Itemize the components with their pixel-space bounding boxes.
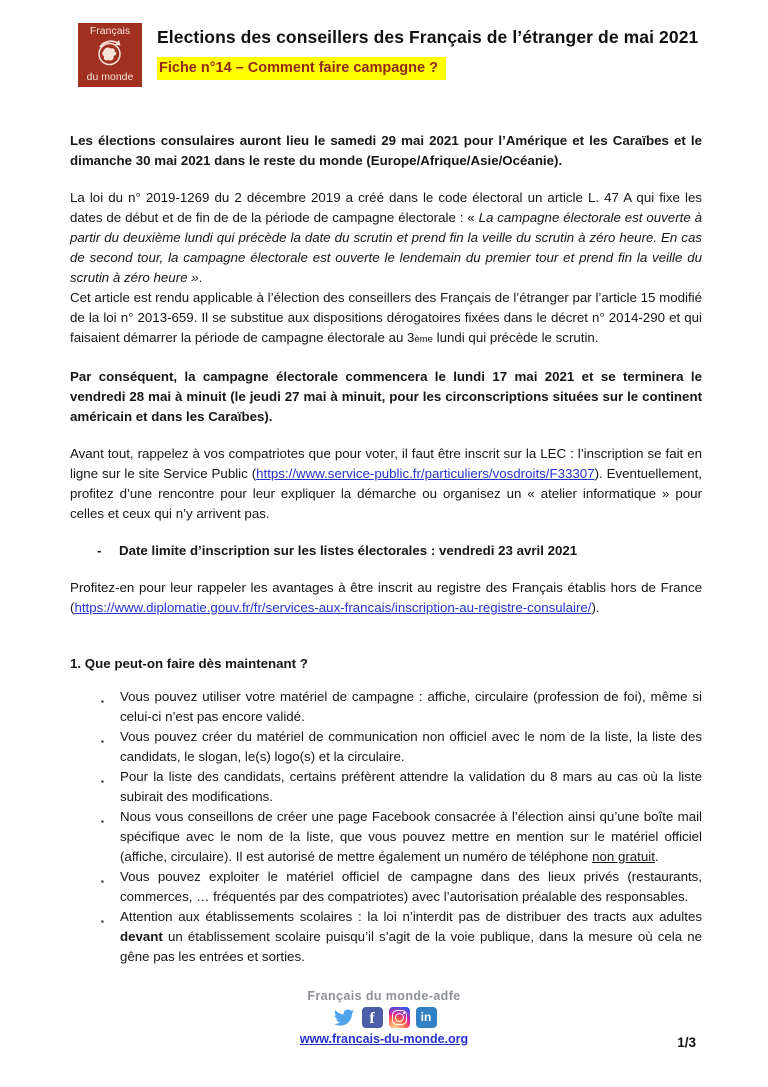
list-item-text	[120, 867, 702, 907]
bullet-marker: -	[97, 543, 102, 558]
instagram-lens	[395, 1013, 404, 1022]
text-segment: devant	[120, 929, 163, 944]
intro-paragraph	[70, 131, 702, 171]
document-body	[70, 131, 702, 984]
text-segment: ).	[591, 600, 600, 615]
document-title: Elections des conseillers des Français de l’étranger de mai 2021	[157, 27, 699, 47]
bullet-marker: ▪	[101, 917, 104, 926]
list-item-text	[120, 807, 702, 867]
list-item-text	[120, 767, 702, 807]
instagram-dot	[403, 1012, 405, 1014]
text-segment: ). Eventuellement, profitez d’une rencontre pour leur expliquer la démarche ou organisez un « atelier informatique » pour celles et ceux qui n’y arrivent pas.	[70, 466, 702, 521]
text-segment: Pour la liste des candidats, certains préfèrent attendre la validation du 8 mars au cas où la liste subirait des modifications.	[120, 769, 702, 804]
text-segment: Profitez-en pour leur rappeler les avantages à être inscrit au registre des Français établis hors de France (	[70, 580, 702, 615]
page-number: 1/3	[677, 1035, 696, 1050]
campaign-tips-list	[70, 687, 702, 967]
bullet-marker: ▪	[101, 817, 104, 826]
bullet-marker: ▪	[101, 877, 104, 886]
section-heading	[70, 654, 702, 674]
list-item-text	[120, 907, 702, 967]
list-item	[70, 687, 702, 727]
text-segment: Avant tout, rappelez à vos compatriotes que pour voter, il faut être inscrit sur la LEC : l’inscription se fait en ligne sur le site Service Public (	[70, 446, 702, 481]
law-paragraph	[70, 188, 702, 350]
header-text	[157, 23, 698, 87]
text-segment: Vous pouvez créer du matériel de communication non officiel avec le nom de la liste, la liste des candidats, le slogan, le(s) logo(s) et la circulaire.	[120, 729, 702, 764]
list-item	[70, 541, 702, 561]
list-item	[70, 727, 702, 767]
deadline-item	[70, 541, 702, 561]
website-link[interactable]: www.francais-du-monde.org	[299, 1032, 469, 1046]
list-item	[70, 807, 702, 867]
bullet-marker: ▪	[101, 777, 104, 786]
text-segment: Cet article est rendu applicable à l’élection des conseillers des Français de l’étranger par l’article 15 modifié de la loi n° 2013-659. Il se substitue aux dispositions dérogatoires fixées dans le décret n° 2014-290 et qui faisaient démarrer la période de campagne électorale au 3	[70, 290, 702, 345]
list-item-text	[120, 687, 702, 727]
footer-organization-label: Français du monde-adfe	[307, 989, 461, 1003]
list-item	[70, 867, 702, 907]
hyperlink[interactable]: https://www.service-public.fr/particuliers/vosdroits/F33307	[256, 466, 595, 481]
document-footer	[0, 989, 768, 1046]
logo-text-top: Français	[89, 25, 131, 37]
registre-paragraph	[70, 578, 702, 618]
twitter-icon[interactable]	[332, 1007, 356, 1028]
text-segment: .	[654, 849, 659, 864]
globe-icon	[94, 37, 126, 72]
list-item-text	[120, 727, 702, 767]
text-segment: Date limite d’inscription sur les listes électorales : vendredi 23 avril 2021	[119, 543, 578, 558]
lec-inscription-paragraph	[70, 444, 702, 524]
text-segment: Vous pouvez exploiter le matériel officiel de campagne dans des lieux privés (restaurants, commerces, … fréquentés par des compatriotes) avec l’autorisation préalable des responsables.	[120, 869, 702, 904]
list-item	[70, 767, 702, 807]
text-segment: 1. Que peut-on faire dès maintenant ?	[70, 656, 308, 671]
text-segment: Vous pouvez utiliser votre matériel de campagne : affiche, circulaire (profession de foi), même si celui-ci n’est pas encore validé.	[120, 689, 702, 724]
text-segment: .	[198, 270, 203, 285]
linkedin-icon[interactable]	[416, 1007, 437, 1028]
logo-text-bottom: du monde	[86, 71, 134, 83]
list-item-text	[119, 541, 702, 561]
facebook-icon[interactable]	[362, 1007, 383, 1028]
hyperlink[interactable]: https://www.diplomatie.gouv.fr/fr/services-aux-francais/inscription-au-registre-consulaire/	[74, 600, 592, 615]
text-segment: Nous vous conseillons de créer une page Facebook consacrée à l’élection ainsi qu’une boîte mail spécifique avec le nom de la liste, que vous pouvez mettre en mention sur le matériel officiel (affiche, circulaire). Il est autorisé de mettre également un numéro de téléphone	[120, 809, 702, 864]
text-segment: un établissement scolaire puisqu’il s’agit de la voie publique, dans la mesure où cela ne gêne pas les entrées et sorties.	[120, 929, 702, 964]
list-item	[70, 907, 702, 967]
bullet-marker: ▪	[101, 737, 104, 746]
francais-du-monde-logo	[78, 23, 142, 87]
text-segment: La campagne électorale est ouverte à partir du deuxième lundi qui précède la date du scrutin et prend fin la veille du scrutin à zéro heure. En cas de second tour, la campagne électorale est ouverte le lendemain du premier tour et prend fin la veille du scrutin à zéro heure »	[70, 210, 702, 285]
bullet-marker: ▪	[101, 697, 104, 706]
text-segment: Par conséquent, la campagne électorale commencera le lundi 17 mai 2021 et se terminera le vendredi 28 mai à minuit (le jeudi 27 mai à minuit, pour les circonscriptions situées sur le continent américain et dans les Caraïbes).	[70, 369, 702, 424]
social-icons-row	[332, 1007, 437, 1028]
document-subtitle: Fiche n°14 – Comment faire campagne ?	[157, 57, 446, 80]
instagram-icon[interactable]	[389, 1007, 410, 1028]
text-segment: lundi qui précède le scrutin.	[432, 330, 599, 345]
document-header	[78, 23, 708, 87]
text-segment: Attention aux établissements scolaires : la loi n’interdit pas de distribuer des tracts aux adultes	[120, 909, 702, 924]
text-segment: non gratuit	[592, 849, 655, 864]
text-segment: Les élections consulaires auront lieu le samedi 29 mai 2021 pour l’Amérique et les Caraïbes et le dimanche 30 mai 2021 dans le reste du monde (Europe/Afrique/Asie/Océanie).	[70, 133, 702, 168]
subtitle-row	[157, 57, 698, 80]
campaign-dates-paragraph	[70, 367, 702, 427]
text-segment: La loi du n° 2019-1269 du 2 décembre 2019 a créé dans le code électoral un article L. 47 A qui fixe les dates de début et de fin de de la période de campagne électorale : «	[70, 190, 702, 225]
text-segment: ème	[414, 334, 433, 345]
